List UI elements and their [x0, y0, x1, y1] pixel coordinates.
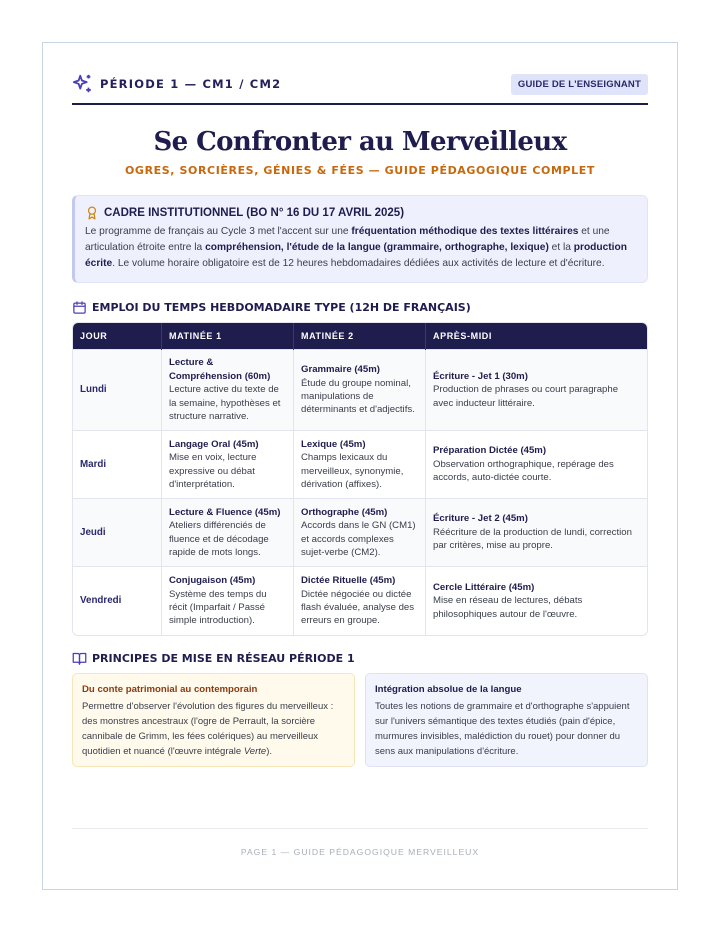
principle-card-title: Intégration absolue de la langue [375, 684, 522, 695]
activity-description: Mise en voix, lecture expressive ou débat d'interprétation. [169, 452, 257, 490]
morning-2-cell [294, 567, 426, 635]
principle-card-text: Toutes les notions de grammaire et d'orthographe s'appuient sur l'univers sémantique des textes étudiés (pain d'épice, murmures invisibles, malédiction du rouet) pour donner du sens aux manipulations d'écriture. [375, 701, 630, 757]
day-cell: Vendredi [73, 567, 162, 635]
teacher-guide-badge: GUIDE DE L'ENSEIGNANT [511, 74, 648, 95]
activity-description: Système des temps du récit (Imparfait / Passé simple introduction). [169, 588, 267, 627]
principles-heading [72, 651, 355, 666]
activity-title: Lexique (45m) [301, 438, 366, 450]
table-header-row [73, 323, 647, 350]
page-header [72, 71, 648, 105]
principle-card-heritage [72, 673, 355, 767]
activity-description: Réécriture de la production de lundi, correction par critères, mise au propre. [433, 526, 632, 552]
activity-title: Écriture - Jet 1 (30m) [433, 370, 528, 382]
period-title: PÉRIODE 1 — CM1 / CM2 [100, 77, 282, 91]
activity-title: Lecture & Compréhension (60m) [169, 357, 271, 382]
morning-1-cell [162, 567, 294, 635]
calendar-icon [72, 300, 87, 315]
activity-description: Mise en réseau de lectures, débats philosophiques autour de l'œuvre. [433, 595, 583, 620]
afternoon-cell [426, 431, 647, 498]
activity-description: Ateliers différenciés de fluence et de décodage rapide de mots longs. [169, 520, 269, 558]
column-header-morning-2: MATINÉE 2 [294, 323, 426, 350]
column-header-afternoon: APRÈS-MIDI [433, 331, 493, 341]
framework-text-part: . Le volume horaire obligatoire est de 12 heures hebdomadaires dédiées aux activités de lecture et d'écriture. [112, 258, 605, 269]
framework-text-part: et une articulation étroite entre la [85, 226, 610, 253]
page-footer: PAGE 1 — GUIDE PÉDAGOGIQUE MERVEILLEUX [240, 847, 480, 857]
day-cell: Mardi [73, 431, 162, 498]
institutional-framework-box [72, 195, 648, 283]
activity-title: Préparation Dictée (45m) [433, 445, 547, 457]
afternoon-cell [426, 350, 647, 430]
sparkles-icon [72, 73, 94, 95]
principle-text-part: ). [266, 746, 272, 757]
period-label-group [72, 73, 281, 95]
principles-title: PRINCIPES DE MISE EN RÉSEAU PÉRIODE 1 [92, 652, 355, 665]
book-open-icon [72, 651, 87, 666]
day-cell: Jeudi [73, 499, 162, 566]
principle-card-text [82, 699, 345, 759]
activity-title: Orthographe (45m) [301, 506, 388, 518]
framework-title: CADRE INSTITUTIONNEL (BO N° 16 DU 17 AVRIL 2025) [104, 207, 405, 219]
framework-text-part: Le programme de français au Cycle 3 met l'accent sur une [85, 226, 352, 237]
framework-emphasis: compréhension, l'étude de la langue (grammaire, orthographe, lexique) [205, 242, 549, 253]
framework-emphasis: production écrite [85, 242, 627, 269]
table-body [73, 350, 647, 635]
activity-description: Étude du groupe nominal, manipulations de déterminants et d'adjectifs. [301, 377, 415, 416]
morning-1-cell [162, 499, 294, 566]
table-row [73, 499, 647, 567]
principles-cards [72, 673, 648, 767]
activity-title: Langage Oral (45m) [169, 438, 259, 450]
afternoon-cell [426, 567, 647, 635]
principle-card-title: Du conte patrimonial au contemporain [82, 684, 258, 695]
schedule-heading [72, 300, 471, 315]
page-content [72, 43, 648, 889]
activity-description: Lecture active du texte de la semaine, hypothèses et structure narrative. [169, 384, 281, 423]
framework-heading [85, 206, 635, 220]
activity-description: Production de phrases ou court paragraphe avec inducteur littéraire. [433, 384, 619, 409]
page-title: Se Confronter au Merveilleux [153, 127, 567, 157]
table-row [73, 567, 647, 635]
weekly-schedule-table [72, 322, 648, 636]
morning-2-cell [294, 350, 426, 430]
column-header-day: JOUR [73, 323, 162, 350]
afternoon-cell [426, 499, 647, 566]
principle-text-part: Permettre d'observer l'évolution des figures du merveilleux : des monstres ancestraux (l'ogre de Perrault, la sorcière cannibale de Grimm, les fées colériques) au merveilleux quotidien et nuancé (l'œuvre intégrale [82, 701, 334, 757]
day-cell: Lundi [73, 350, 162, 430]
footer-divider [72, 828, 648, 829]
activity-title: Écriture - Jet 2 (45m) [433, 513, 528, 525]
framework-emphasis: fréquentation méthodique des textes littéraires [351, 226, 579, 237]
morning-2-cell [294, 431, 426, 498]
activity-description: Accords dans le GN (CM1) et accords complexes sujet-verbe (CM2). [301, 520, 416, 558]
morning-2-cell [294, 499, 426, 566]
book-title: Verte [243, 746, 267, 757]
activity-title: Dictée Rituelle (45m) [301, 575, 396, 587]
activity-title: Lecture & Fluence (45m) [169, 506, 281, 518]
morning-1-cell [162, 350, 294, 430]
page-sheet [42, 42, 678, 890]
activity-description: Champs lexicaux du merveilleux, synonymie, dérivation (affixes). [301, 452, 404, 490]
column-header-morning-1: MATINÉE 1 [162, 323, 294, 350]
page-subtitle: OGRES, SORCIÈRES, GÉNIES & FÉES — GUIDE PÉDAGOGIQUE COMPLET [124, 164, 596, 177]
table-row [73, 431, 647, 499]
activity-title: Grammaire (45m) [301, 364, 380, 376]
framework-text [85, 224, 635, 272]
activity-description: Dictée négociée ou dictée flash évaluée, analyse des erreurs en groupe. [301, 588, 415, 627]
schedule-title: EMPLOI DU TEMPS HEBDOMADAIRE TYPE (12H DE FRANÇAIS) [92, 301, 471, 314]
activity-title: Conjugaison (45m) [169, 575, 256, 587]
principle-card-language [365, 673, 648, 767]
framework-text-part: et la [548, 242, 574, 253]
award-icon [85, 206, 99, 220]
table-row [73, 350, 647, 431]
morning-1-cell [162, 431, 294, 498]
activity-title: Cercle Littéraire (45m) [433, 581, 535, 593]
activity-description: Observation orthographique, repérage des accords, auto-dictée courte. [433, 458, 614, 484]
